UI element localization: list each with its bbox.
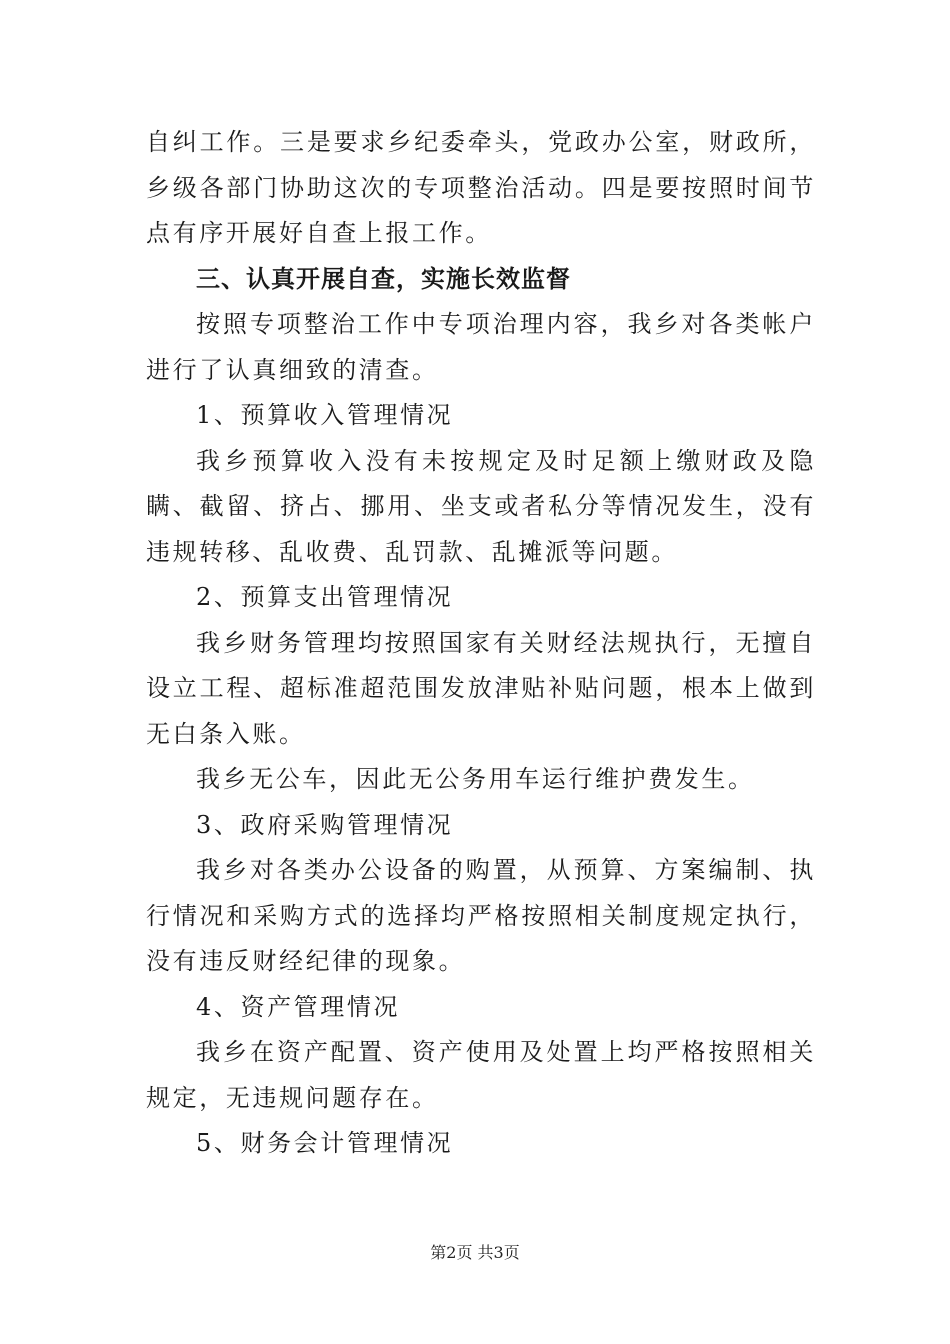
paragraph: 按照专项整治工作中专项治理内容，我乡对各类帐户进行了认真细致的清查。 xyxy=(146,310,816,384)
paragraph: 我乡无公车，因此无公务用车运行维护费发生。 xyxy=(196,765,755,793)
paragraph-continuation: 自纠工作。三是要求乡纪委牵头，党政办公室，财政所，乡级各部门协助这次的专项整治活动。四是要按照时间节点有序开展好自查上报工作。 xyxy=(146,128,816,247)
page-number-footer: 第2页 共3页 xyxy=(430,1243,520,1262)
section-heading: 三、认真开展自查，实施长效监督 xyxy=(196,264,571,293)
subsection-heading: 1、预算收入管理情况 xyxy=(196,401,454,429)
paragraph: 我乡对各类办公设备的购置，从预算、方案编制、执行情况和采购方式的选择均严格按照相关制度规定执行，没有违反财经纪律的现象。 xyxy=(146,856,816,975)
subsection-heading: 2、预算支出管理情况 xyxy=(196,583,454,611)
subsection-heading: 4、资产管理情况 xyxy=(196,992,401,1021)
subsection-heading: 5、财务会计管理情况 xyxy=(196,1129,454,1157)
paragraph: 我乡财务管理均按照国家有关财经法规执行，无擅自设立工程、超标准超范围发放津贴补贴问题，根本上做到无白条入账。 xyxy=(146,628,816,748)
subsection-heading: 3、政府采购管理情况 xyxy=(196,810,454,839)
document-body xyxy=(146,120,816,1167)
paragraph: 我乡预算收入没有未按规定及时足额上缴财政及隐瞒、截留、挤占、挪用、坐支或者私分等情况发生，没有违规转移、乱收费、乱罚款、乱摊派等问题。 xyxy=(146,446,816,566)
paragraph: 我乡在资产配置、资产使用及处置上均严格按照相关规定，无违规问题存在。 xyxy=(146,1038,816,1112)
